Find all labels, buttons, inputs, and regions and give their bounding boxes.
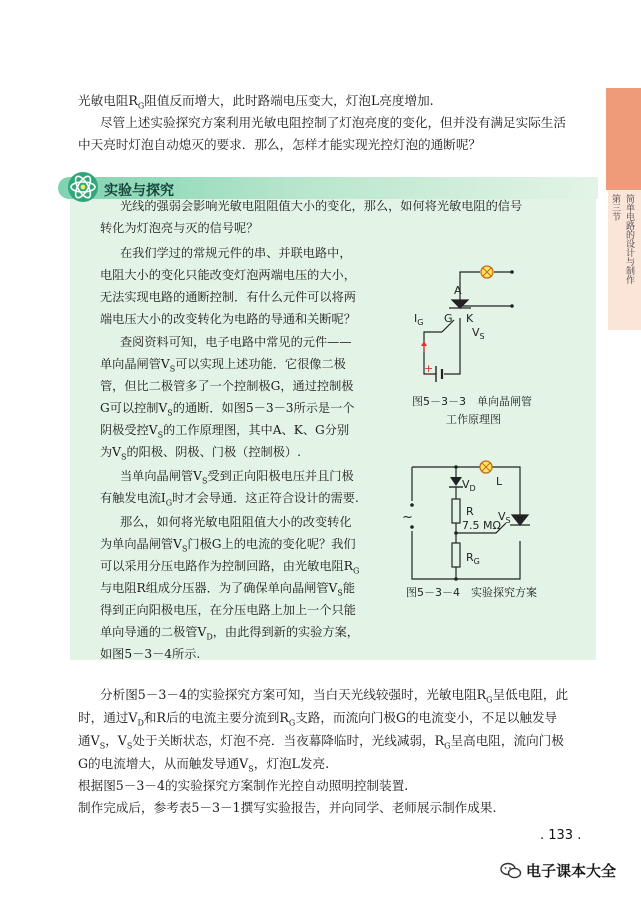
experiment-line: 在我们学过的常规元件的串、并联电路中，	[120, 246, 352, 260]
watermark-text: 电子课本大全	[526, 862, 617, 880]
experiment-line: 为单向晶闸管$V_S$门极G上的电流的变化呢？我们	[100, 537, 356, 554]
experiment-line: 当单向晶闸管$V_S$受到正向阳极电压并且门极	[120, 469, 354, 486]
experiment-line: 单向导通的二极管$V_D$，由此得到新的实验方案，	[100, 625, 359, 642]
experiment-line: 管，但比二极管多了一个控制极G，通过控制极	[100, 379, 354, 393]
analysis-line: 分析图5－3－4的实验探究方案可知，当白天光线较强时，光敏电阻$R_G$呈低电阻，此	[100, 687, 569, 705]
experiment-line: 与电阻R组成分压器．为了确保单向晶闸管$V_S$能	[100, 581, 356, 598]
experiment-line: 那么，如何将光敏电阻阻值大小的改变转化	[120, 515, 352, 529]
fig4-caption: 图5－3－4 实验探究方案	[406, 586, 537, 599]
intro-line-2: 尽管上述实验探究方案利用光敏电阻控制了灯泡亮度的变化，但并没有满足实际生活	[100, 115, 566, 130]
fig4-label-l: L	[496, 475, 503, 488]
fig3-label-k: K	[466, 312, 474, 325]
intro-line-1: 光敏电阻$R_G$阻值反而增大，此时路端电压变大，灯泡L亮度增加.	[78, 93, 434, 111]
wechat-icon	[500, 862, 522, 880]
experiment-line: 无法实现电路的通断控制．有什么元件可以将两	[100, 290, 356, 304]
fig4-label-vs: $V_S$	[498, 510, 511, 526]
experiment-line: 有触发电流$I_G$时才会导通．这正符合设计的需要.	[100, 491, 359, 508]
side-section-title: 简单电路的设计与制作	[624, 194, 634, 284]
fig3-label-ig: $I_G$	[414, 312, 424, 328]
experiment-line: 为$V_S$的阳极、阴极、门极（控制极）.	[100, 445, 301, 462]
analysis-line: 时，通过$V_D$和R后的电流主要分流到$R_G$支路，而流向门极G的电流变小，不足以触发导	[78, 710, 558, 728]
side-section-label: 第三节	[610, 194, 620, 221]
page-number: . 133 .	[540, 828, 582, 843]
experiment-line: 电阻大小的变化只能改变灯泡两端电压的大小，	[100, 268, 356, 282]
experiment-line: 转化为灯泡亮与灭的信号呢？	[100, 221, 259, 235]
experiment-line: 端电压大小的改变转化为电路的导通和关断呢？	[100, 312, 356, 326]
experiment-line: 阴极受控$V_S$的工作原理图，其中A、K、G分别	[100, 423, 350, 440]
experiment-line: 单向晶闸管$V_S$可以实现上述功能．它很像二极	[100, 357, 346, 374]
analysis-line: 制作完成后，参考表5－3－1撰写实验报告，并向同学、老师展示制作成果.	[78, 800, 497, 815]
fig4-label-ac: ~	[402, 510, 413, 525]
fig3-label-g: G	[444, 312, 453, 325]
fig4-label-r-value: 7.5 MΩ	[462, 519, 501, 532]
fig3-caption-1: 图5－3－3 单向晶闸管	[412, 395, 532, 408]
fig4-label-r: R	[466, 505, 474, 518]
chapter-side-tab	[606, 88, 641, 190]
experiment-line: 光线的强弱会影响光敏电阻阻值大小的变化，那么，如何将光敏电阻的信号	[120, 199, 523, 213]
experiment-line: 得到正向阳极电压，在分压电路上加上一个只能	[100, 603, 356, 617]
fig3-label-plus: +	[424, 362, 434, 375]
experiment-line: 如图5－3－4所示.	[100, 647, 201, 661]
atom-icon	[66, 170, 100, 204]
analysis-line: 根据图5－3－4的实验探究方案制作光控自动照明控制装置.	[78, 778, 409, 793]
fig3-label-a: A	[454, 284, 462, 297]
analysis-line: G的电流增大，从而触发导通$V_S$，灯泡L发亮.	[78, 756, 330, 774]
experiment-line: G可以控制$V_S$的通断．如图5－3－3所示是一个	[100, 401, 355, 418]
fig4-label-vd: $V_D$	[462, 478, 476, 494]
analysis-line: 通$V_S$，$V_S$处于关断状态，灯泡不亮．当夜幕降临时，光线减弱，$R_G$呈高电阻，流向门极	[78, 733, 564, 751]
fig3-caption-2: 工作原理图	[446, 413, 501, 426]
intro-line-3: 中天亮时灯泡自动熄灭的要求．那么，怎样才能实现光控灯泡的通断呢？	[78, 137, 481, 152]
fig4-label-rg: $R_G$	[466, 551, 480, 567]
fig3-label-vs: $V_S$	[472, 326, 485, 342]
experiment-line: 可以采用分压电路作为控制回路，由光敏电阻$R_G$	[100, 559, 360, 576]
experiment-title: 实验与探究	[104, 183, 174, 199]
experiment-line: 查阅资料可知，电子电路中常见的元件——	[120, 335, 352, 349]
